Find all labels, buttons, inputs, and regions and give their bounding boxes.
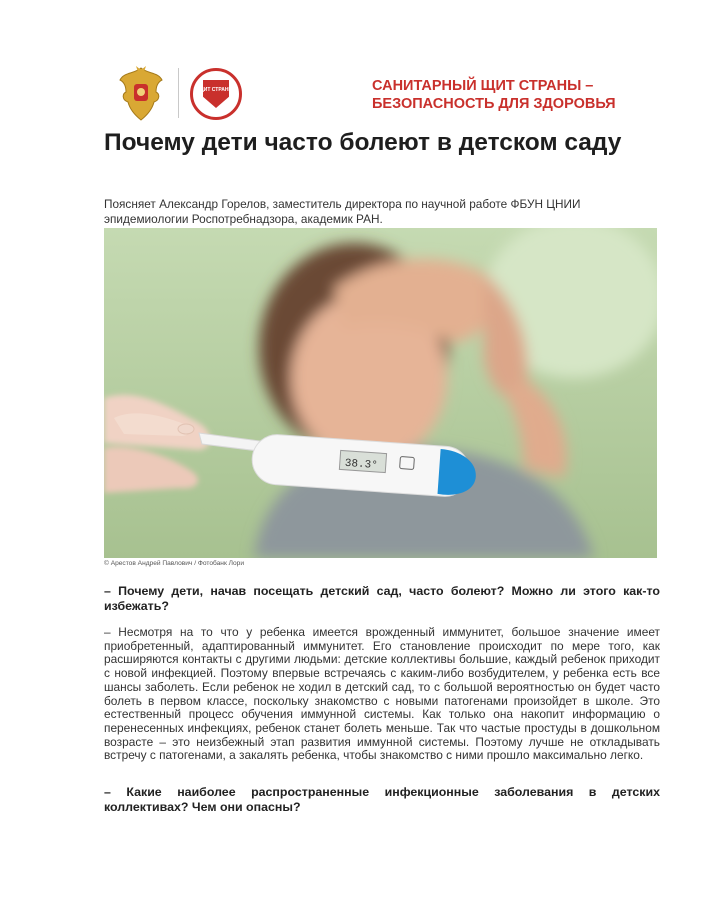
- header-slogan: [372, 77, 662, 113]
- answer-1: – Несмотря на то что у ребенка имеется врожденный иммунитет, большое значение имеет приобретенный, адаптированный иммунитет. Его становление происходит по мере того, как расширяются контакты с другими людьми: детские коллективы большие, каждый ребенок приходит с новой инфекцией. Поэтому впервые встречаясь с каким-либо возбудителем, у ребенка есть все шансы заболеть. Если ребенок не ходил в детский сад, то с большой вероятностью он будет часто болеть в первом классе, поскольку знакомство с новыми патогенами произойдет в школе. Это естественный процесс обучения иммунной системы. Как только она накопит информацию о перенесенных инфекциях, ребенок станет болеть меньше. Так что частые простуды в дошкольном возрасте – это неизбежный этап развития иммунной системы. Поэтому лучше не откладывать встречу с патогенами, а закалять ребенка, чтобы знакомство с ними прошло максимально легко.: [104, 625, 660, 763]
- sick-child-thermometer-illustration: [104, 228, 657, 558]
- article-lead: Поясняет Александр Горелов, заместитель директора по научной работе ФБУН ЦНИИ эпидемиологии Роспотребнадзора, академик РАН.: [104, 197, 581, 226]
- photo-caption: © Арестов Андрей Павлович / Фотобанк Лори: [104, 560, 245, 567]
- slogan-line-1: САНИТАРНЫЙ ЩИТ СТРАНЫ –: [372, 78, 594, 94]
- rospotrebnadzor-emblem-icon: [116, 64, 166, 122]
- question-2: – Какие наиболее распространенные инфекционные заболевания в детских коллективах? Чем они опасны?: [104, 785, 660, 814]
- article-title: Почему дети часто болеют в детском саду: [104, 129, 622, 156]
- thermometer-reading: 38.3°: [344, 457, 379, 473]
- shield-icon: [203, 80, 229, 108]
- header: [104, 62, 659, 128]
- shield-badge-logo: [190, 68, 242, 120]
- question-1: – Почему дети, начав посещать детский сад, часто болеют? Можно ли этого как-то избежать?: [104, 584, 660, 613]
- header-divider: [178, 68, 179, 118]
- article-photo: [104, 228, 657, 558]
- slogan-line-2: БЕЗОПАСНОСТЬ ДЛЯ ЗДОРОВЬЯ: [372, 96, 616, 112]
- badge-text: ЩИТ СТРАНЫ: [198, 87, 234, 93]
